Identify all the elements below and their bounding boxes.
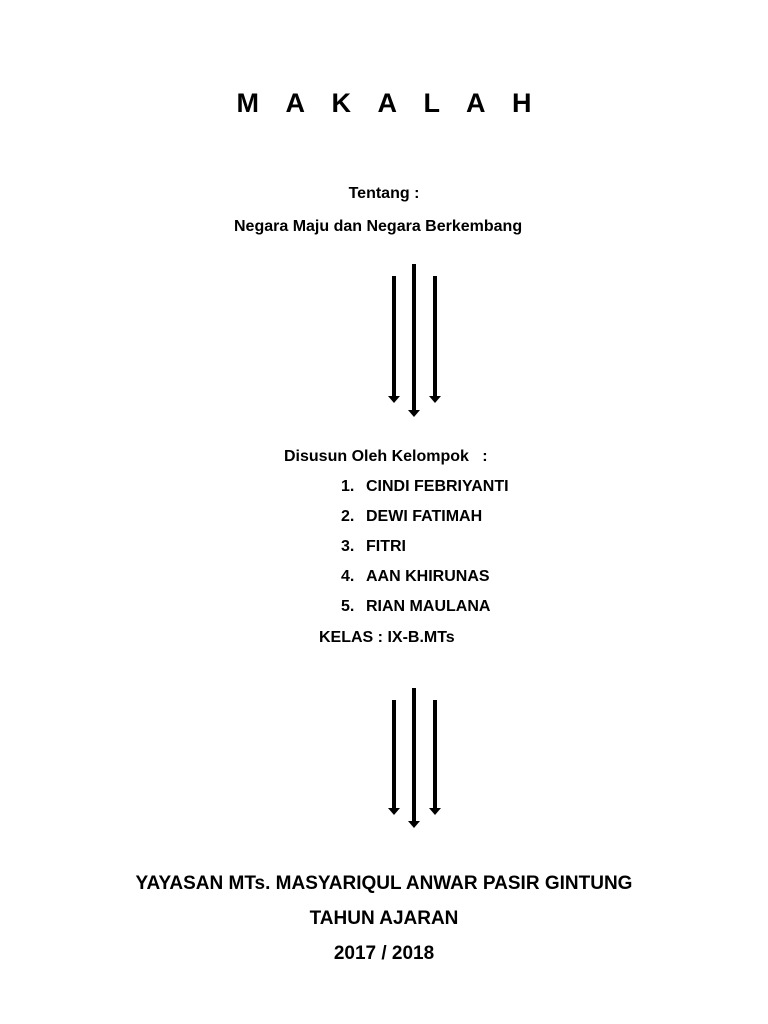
subject-label: Tentang :	[348, 185, 420, 202]
member-number: 5.	[341, 598, 355, 615]
member-list	[341, 478, 509, 628]
list-item	[341, 538, 509, 568]
member-number: 3.	[341, 538, 355, 555]
group-label: Disusun Oleh Kelompok :	[284, 448, 488, 465]
member-number: 2.	[341, 508, 355, 525]
member-number: 1.	[341, 478, 355, 495]
academic-year-label: TAHUN AJARAN	[309, 908, 459, 929]
member-name: FITRI	[366, 538, 406, 555]
list-item	[341, 478, 509, 508]
member-name: DEWI FATIMAH	[366, 508, 483, 525]
down-arrows-icon	[380, 262, 450, 420]
institution-name: YAYASAN MTs. MASYARIQUL ANWAR PASIR GINTUNG	[135, 873, 633, 894]
academic-year: 2017 / 2018	[333, 943, 435, 964]
list-item	[341, 568, 509, 598]
class-label: KELAS : IX-B.MTs	[319, 629, 455, 646]
subject-text: Negara Maju dan Negara Berkembang	[234, 218, 523, 235]
member-number: 4.	[341, 568, 355, 585]
down-arrows-icon	[380, 686, 450, 831]
page-title: M A K A L A H	[236, 88, 542, 118]
member-name: AAN KHIRUNAS	[366, 568, 490, 585]
member-name: CINDI FEBRIYANTI	[366, 478, 509, 495]
list-item	[341, 508, 509, 538]
list-item	[341, 598, 509, 628]
member-name: RIAN MAULANA	[366, 598, 491, 615]
